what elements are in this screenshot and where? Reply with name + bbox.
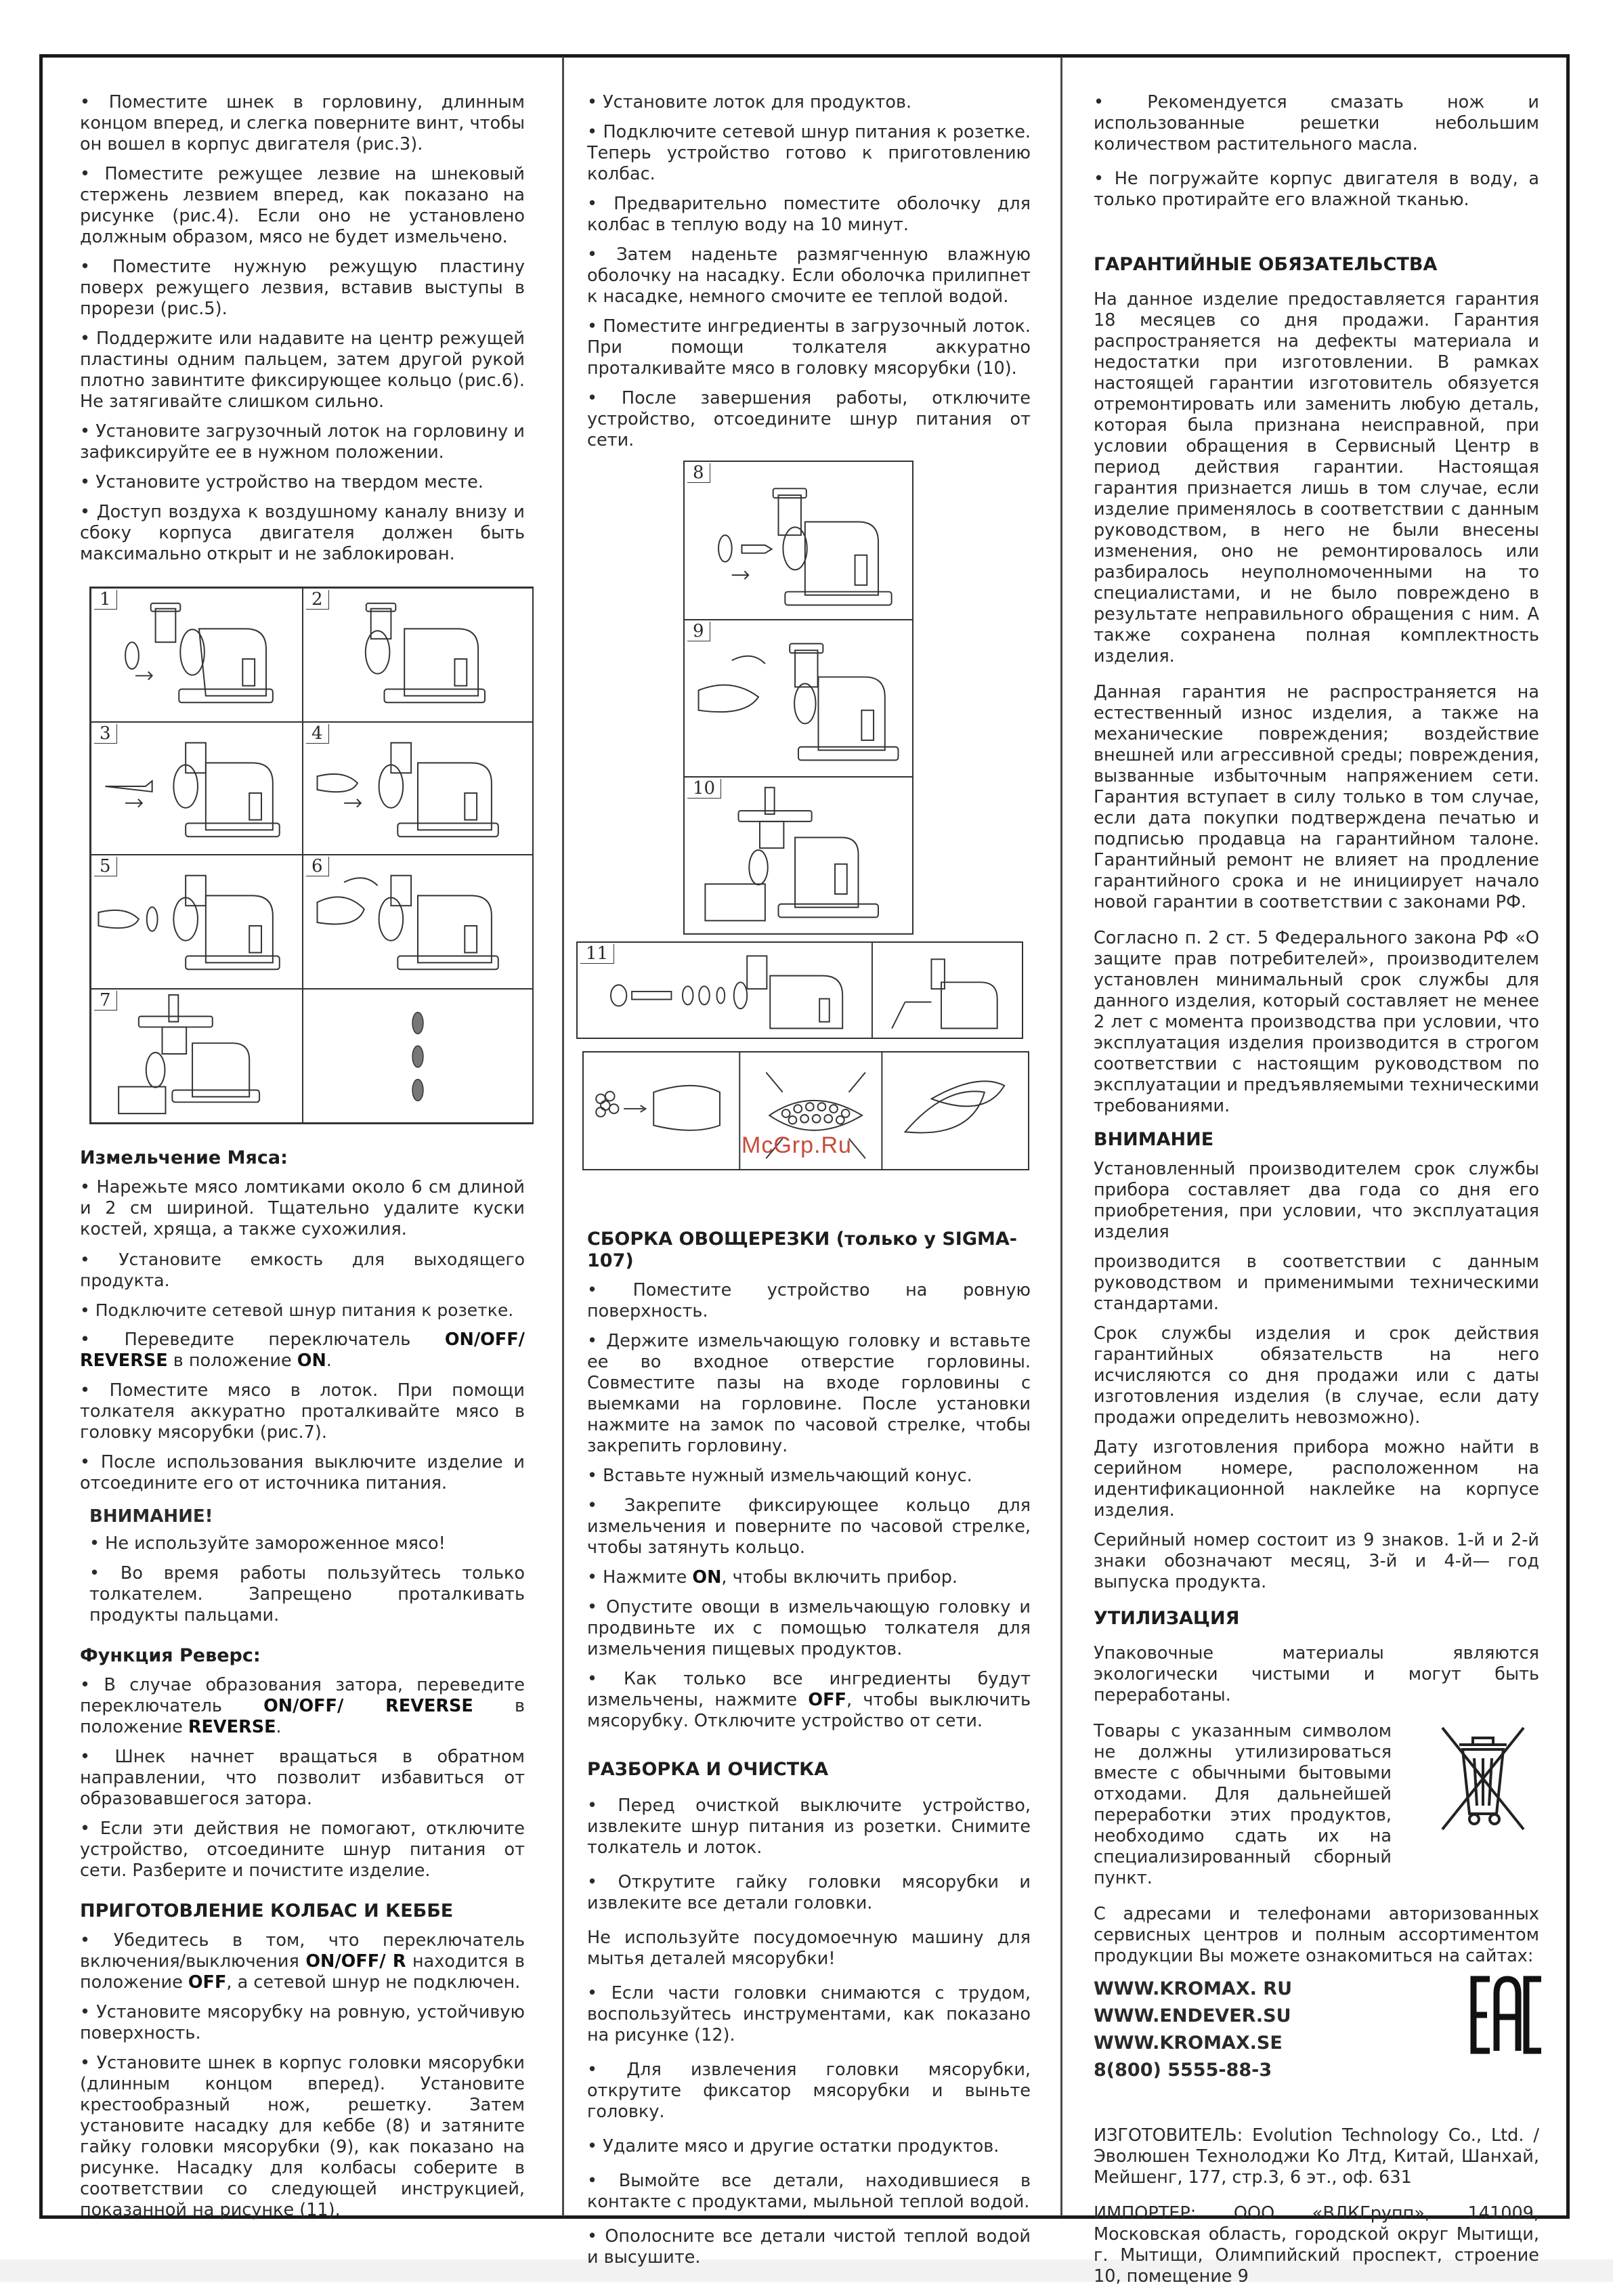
figure-8	[683, 461, 913, 620]
paragraph: • В случае образования затора, переведите переключатель ON/OFF/ REVERSE в положение REVERSE.	[80, 1675, 525, 1737]
figure-number: 7	[94, 991, 117, 1011]
paragraph: • Поддержите или надавите на центр режущей пластины одним пальцем, затем другой рукой плотно завинтите фиксирующее кольцо (рис.6). Не затягивайте слишком сильно.	[80, 328, 525, 412]
phone-number: 8(800) 5555-88-3	[1094, 2060, 1272, 2081]
section-heading: ГАРАНТИЙНЫЕ ОБЯЗАТЕЛЬСТВА	[1094, 254, 1438, 275]
paragraph: • После завершения работы, отключите устройство, отсоедините шнур питания от сети.	[587, 388, 1031, 450]
paragraph: Установленный производителем срок службы прибора составляет два года со дня его приобретения, при условии, что эксплуатация изделия	[1094, 1159, 1539, 1242]
meat-grinder-illustration	[91, 990, 302, 1122]
meat-grinder-illustration	[303, 855, 532, 988]
column-2	[587, 92, 1031, 2277]
section-heading: СБОРКА ОВОЩЕРЕЗКИ (только у SIGMA-107)	[587, 1229, 1017, 1271]
meat-grinder-illustration	[91, 589, 302, 721]
paragraph: ИМПОРТЕР: ООО «ВЛКГрупп», 141009, Московская область, городской округ Мытищи, г. Мытищи, Олимпийский проспект, строение 10, помещение 9	[1094, 2203, 1539, 2287]
eac-mark	[1469, 1975, 1545, 2055]
paragraph: • Доступ воздуха к воздушному каналу внизу и сбоку корпуса двигателя должен быть максимально открыт и не заблокирован.	[80, 502, 525, 564]
paragraph: • Установите мясорубку на ровную, устойчивую поверхность.	[80, 2002, 525, 2043]
paragraph: • Держите измельчающую головку и вставьте ее во входное отверстие горловины. Совместите пазы на входе горловины с выемками на горловине. После установки нажмите на замок по часовой стрелке, чтобы закрепить горловину.	[587, 1331, 1031, 1456]
paragraph: • Поместите мясо в лоток. При помощи толкателя аккуратно проталкивайте мясо в головку мясорубки (рис.7).	[80, 1380, 525, 1443]
figure-11	[576, 941, 1023, 1039]
paragraph: • Ополосните все детали чистой теплой водой и высушите.	[587, 2226, 1031, 2268]
meat-grinder-illustration	[303, 589, 532, 721]
paragraph: • Подключите сетевой шнур питания к розетке.	[80, 1300, 514, 1320]
section-heading: РАЗБОРКА И ОЧИСТКА	[587, 1759, 829, 1780]
paragraph: • Убедитесь в том, что переключатель включения/выключения ON/OFF/ R находится в положение OFF, а сетевой шнур не подключен.	[80, 1930, 525, 1993]
paragraph: • Если части головки снимаются с трудом, воспользуйтесь инструментами, как показано на рисунке (12).	[587, 1983, 1031, 2045]
paragraph: Согласно п. 2 ст. 5 Федерального закона РФ «О защите прав потребителей», производителем установлен минимальный срок службы для данного изделия, который составляет не менее 2 лет с момента производства при условии, что эксплуатация изделия производится в строгом соответствии с настоящим руководством по эксплуатации и предъявляемыми техническими требованиями.	[1094, 928, 1539, 1116]
paragraph: • Поместите нужную режущую пластину поверх режущего лезвия, вставив выступы в прорези (рис.5).	[80, 257, 525, 319]
paragraph: • Как только все ингредиенты будут измельчены, нажмите OFF, чтобы выключить мясорубку. Отключите устройство от сети.	[587, 1669, 1031, 1731]
crossed-bin-icon	[1432, 1721, 1534, 1836]
kebbe-attachment-illustration	[685, 778, 912, 933]
paragraph: Не используйте посудомоечную машину для мытья деталей мясорубки!	[587, 1928, 1031, 1969]
paragraph: • Удалите мясо и другие остатки продуктов.	[587, 2136, 999, 2156]
paragraph: • Затем наденьте размягченную влажную оболочку на насадку. Если оболочка прилипнет к насадке, немного смочите ее теплой водой.	[587, 245, 1031, 307]
paragraph: Срок службы изделия и срок действия гарантийных обязательств на него исчисляются со дня продажи или с даты изготовления изделия (в случае, если дату продажи определить невозможно).	[1094, 1323, 1539, 1428]
figure-number: 2	[306, 590, 329, 610]
section-heading: Функция Реверс:	[80, 1645, 261, 1666]
section-heading: Измельчение Мяса:	[80, 1147, 288, 1168]
contact-links	[1094, 1978, 1539, 2082]
paragraph: • Поместите шнек в горловину, длинным концом вперед, и слегка поверните винт, чтобы он вошел в корпус двигателя (рис.3).	[80, 92, 525, 154]
paragraph: • Рекомендуется смазать нож и использованные решетки небольшим количеством растительного масла.	[1094, 92, 1539, 154]
figure-number: 6	[306, 857, 329, 876]
disposal-block	[1094, 1721, 1539, 1889]
column-3	[1094, 92, 1539, 2296]
column-divider	[562, 57, 564, 2216]
paragraph: • Не погружайте корпус двигателя в воду, а только протирайте его влажной тканью.	[1094, 169, 1539, 210]
section-heading: ПРИГОТОВЛЕНИЕ КОЛБАС И КЕББЕ	[80, 1900, 454, 1921]
warning-heading: ВНИМАНИЕ!	[89, 1506, 213, 1527]
column-1	[80, 92, 525, 2230]
figure-number: 9	[687, 622, 710, 641]
figure-number: 10	[687, 779, 721, 799]
figure-number: 4	[306, 724, 329, 744]
paragraph: ИЗГОТОВИТЕЛЬ: Evolution Technology Co., Ltd. / Эволюшен Технолоджи Ко Лтд, Китай, Шанхай, Мейшенг, 177, стр.3, 6 эт., оф. 631	[1094, 2125, 1539, 2188]
figure-10	[683, 776, 913, 935]
watermark: McGrp.Ru	[741, 1132, 852, 1158]
paragraph: • Поместите устройство на ровную поверхность.	[587, 1280, 1031, 1321]
paragraph: • Подключите сетевой шнур питания к розетке. Теперь устройство готово к приготовлению колбас.	[587, 122, 1031, 184]
paragraph: • Вставьте нужный измельчающий конус.	[587, 1466, 972, 1486]
paragraph: • Установите устройство на твердом месте.	[80, 472, 483, 492]
sausage-attachment-assembly-illustration	[578, 943, 1022, 1038]
figure-number: 8	[687, 463, 710, 483]
figure-number: 5	[94, 857, 117, 876]
figure-number: 1	[94, 590, 117, 610]
website-link[interactable]: WWW.KROMAX. RU	[1094, 1978, 1293, 1999]
section-heading: УТИЛИЗАЦИЯ	[1094, 1608, 1240, 1629]
paragraph: • Установите шнек в корпус головки мясорубки (длинным концом вперед). Установите крестообразный нож, решетку. Затем установите насадку для кеббе (8) и затяните гайку головки мясорубки (9), как показано на рисунке. Насадку для колбасы соберите в соответствии со следующей инструкцией, показанной на рисунке (11).	[80, 2053, 525, 2220]
kebbe-attachment-illustration	[685, 462, 912, 619]
paragraph: Дату изготовления прибора можно найти в серийном номере, расположенном на идентификационной наклейке на корпусе изделия.	[1094, 1437, 1539, 1521]
paragraph: • Вымойте все детали, находившиеся в контакте с продуктами, мыльной теплой водой.	[587, 2171, 1031, 2212]
kebbe-attachment-illustration	[685, 620, 912, 776]
meat-grinder-illustration	[91, 855, 302, 988]
paragraph: • Перед очисткой выключите устройство, извлеките шнур питания из розетки. Снимите толкатель и лоток.	[587, 1795, 1031, 1858]
paragraph: • После использования выключите изделие и отсоедините его от источника питания.	[80, 1452, 525, 1493]
paragraph: • Установите емкость для выходящего продукта.	[80, 1250, 525, 1290]
paragraph: • Нажмите ON, чтобы включить прибор.	[587, 1567, 958, 1588]
paragraph: На данное изделие предоставляется гарантия 18 месяцев со дня продажи. Гарантия распространяется на дефекты материала и недостатки при изготовлении. В рамках настоящей гарантии изготовитель обязуется отремонтировать или заменить любую деталь, которая была признана неисправной, при условии обращения в Сервисный Центр в период действия гарантии. Настоящая гарантия признается лишь в том случае, если изделие применялось в соответствии с данным руководством, в него не были внесены изменения, оно не ремонтировалось или разбиралось неуполномоченными на то специалистами, и не было повреждено в результате неправильного обращения с ним. А также сохранена полная комплектность изделия.	[1094, 289, 1539, 666]
paragraph: • Во время работы пользуйтесь только толкателем. Запрещено проталкивать продукты пальцами.	[89, 1563, 525, 1625]
figure-7	[91, 989, 303, 1123]
figure-plates	[303, 989, 533, 1123]
figure-3	[91, 722, 303, 855]
paragraph: • Нарежьте мясо ломтиками около 6 см длиной и 2 см шириной. Тщательно удалите куски костей, хряща, а также сухожилия.	[80, 1177, 525, 1239]
paragraph: С адресами и телефонами авторизованных сервисных центров и полным ассортиментом продукции Вы можете ознакомиться на сайтах:	[1094, 1904, 1539, 1966]
sausage-figures-8-10	[683, 461, 913, 935]
figure-1	[91, 588, 303, 722]
paragraph: • Шнек начнет вращаться в обратном направлении, что позволит избавиться от образовавшегося затора.	[80, 1747, 525, 1809]
figure-number: 11	[580, 944, 614, 964]
website-link[interactable]: WWW.ENDEVER.SU	[1094, 2005, 1291, 2026]
meat-grinder-illustration	[303, 723, 532, 854]
section-heading: ВНИМАНИЕ	[1094, 1129, 1214, 1150]
figure-6	[303, 855, 533, 989]
figure-4	[303, 722, 533, 855]
paragraph: • Не используйте замороженное мясо!	[89, 1533, 446, 1554]
paragraph: • Если эти действия не помогают, отключите устройство, отсоедините шнур питания от сети. Разберите и почистите изделие.	[80, 1819, 525, 1881]
figure-5	[91, 855, 303, 989]
meat-grinder-illustration	[91, 723, 302, 854]
paragraph: Товары с указанным символом не должны утилизироваться вместе с обычными бытовыми отходами. Для дальнейшей переработки этих продуктов, необходимо сдать их на специализированный сборный пункт.	[1094, 1721, 1392, 1888]
column-divider	[1060, 57, 1062, 2216]
paragraph: • Предварительно поместите оболочку для колбас в теплую воду на 10 минут.	[587, 194, 1031, 235]
paragraph: • Для извлечения головки мясорубки, открутите фиксатор мясорубки и выньте головку.	[587, 2060, 1031, 2122]
figure-2	[303, 588, 533, 722]
paragraph: • Переведите переключатель ON/OFF/ REVERSE в положение ON.	[80, 1330, 525, 1371]
figure-9	[683, 619, 913, 778]
paragraph: • Открутите гайку головки мясорубки и извлеките все детали головки.	[587, 1872, 1031, 1913]
paragraph: производится в соответствии с данным руководством и применимыми техническими стандартами.	[1094, 1252, 1539, 1314]
paragraph: • Опустите овощи в измельчающую головку и продвиньте их с помощью толкателя для измельчения пищевых продуктов.	[587, 1597, 1031, 1659]
website-link[interactable]: WWW.KROMAX.SE	[1094, 2033, 1283, 2054]
paragraph: • Поместите режущее лезвие на шнековый стержень лезвием вперед, как показано на рисунке (рис.4). Если оно не установлено должным образом, мясо не будет измельчено.	[80, 164, 525, 247]
figure-number: 3	[94, 724, 117, 744]
paragraph: • Поместите ингредиенты в загрузочный лоток. При помощи толкателя аккуратно проталкивайте мясо в головку мясорубки (10).	[587, 316, 1031, 379]
assembly-figures-1-7	[89, 587, 534, 1124]
paragraph: Данная гарантия не распространяется на естественный износ изделия, а также на механические повреждения; воздействие внешней или агрессивной среды; повреждения, вызванные избыточным напряжением сети. Гарантия вступает в силу только в том случае, если дата покупки подтверждена печатью и подписью продавца на гарантийном талоне. Гарантийный ремонт не влияет на продление гарантийного срока и не инициирует начало новой гарантии в соответствии с законами РФ.	[1094, 682, 1539, 912]
paragraph: Серийный номер состоит из 9 знаков. 1-й и 2-й знаки обозначают месяц, 3-й и 4-й— год выпуска продукта.	[1094, 1530, 1539, 1592]
paragraph: • Закрепите фиксирующее кольцо для измельчения и поверните по часовой стрелке, чтобы затянуть кольцо.	[587, 1495, 1031, 1558]
paragraph: • Установите лоток для продуктов.	[587, 92, 912, 112]
paragraph: Упаковочные материалы являются экологически чистыми и могут быть переработаны.	[1094, 1643, 1539, 1705]
paragraph: • Установите загрузочный лоток на горловину и зафиксируйте ее в нужном положении.	[80, 421, 525, 463]
cutting-plates-illustration	[303, 990, 532, 1122]
